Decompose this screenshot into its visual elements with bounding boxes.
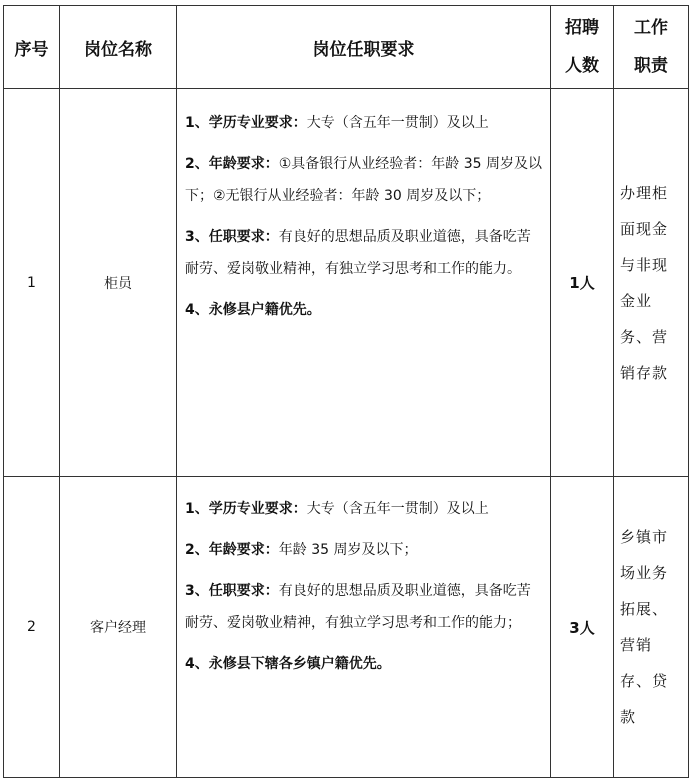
req-job bbox=[185, 221, 544, 285]
req-age bbox=[185, 534, 544, 566]
row-duty: 乡镇市场业务拓展、营销存、贷款 bbox=[614, 477, 689, 778]
row-requirements bbox=[177, 89, 551, 477]
header-count-line1: 招聘 bbox=[565, 18, 599, 38]
row-position-name: 柜员 bbox=[60, 89, 177, 477]
req-job-text: 有良好的思想品质及职业道德，具备吃苦耐劳、爱岗敬业精神，有独立学习思考和工作的能力； bbox=[185, 583, 531, 631]
row-requirements bbox=[177, 477, 551, 778]
req-job-label: 3、任职要求： bbox=[185, 583, 279, 599]
req-education-text: 大专（含五年一贯制）及以上 bbox=[306, 501, 489, 517]
req-education bbox=[185, 107, 544, 139]
req-age bbox=[185, 148, 544, 212]
row-position-name: 客户经理 bbox=[60, 477, 177, 778]
row-headcount: 1人 bbox=[551, 89, 614, 477]
req-hukou: 4、永修县户籍优先。 bbox=[185, 302, 321, 318]
req-job bbox=[185, 575, 544, 639]
row-seq: 1 bbox=[4, 89, 60, 477]
req-job-text: 有良好的思想品质及职业道德，具备吃苦耐劳、爱岗敬业精神，有独立学习思考和工作的能力。 bbox=[185, 229, 531, 277]
req-education-label: 1、学历专业要求： bbox=[185, 501, 307, 517]
header-name: 岗位名称 bbox=[60, 6, 177, 89]
req-age-text: ①具备银行从业经验者：年龄 35 周岁及以下；②无银行从业经验者：年龄 30 周岁及以下； bbox=[185, 156, 543, 204]
recruitment-table bbox=[3, 5, 689, 778]
req-age-label: 2、年龄要求： bbox=[185, 156, 279, 172]
req-age-label: 2、年龄要求： bbox=[185, 542, 279, 558]
table-row bbox=[4, 89, 689, 477]
req-age-text: 年龄 35 周岁及以下； bbox=[278, 542, 418, 558]
row-duty: 办理柜面现金与非现金业务、营销存款 bbox=[614, 89, 689, 477]
req-education-label: 1、学历专业要求： bbox=[185, 115, 307, 131]
table-row bbox=[4, 477, 689, 778]
header-seq: 序号 bbox=[4, 6, 60, 89]
header-duty-line1: 工作 bbox=[634, 18, 668, 38]
header-count-line2: 人数 bbox=[565, 56, 599, 76]
header-duty bbox=[614, 6, 689, 89]
header-row bbox=[4, 6, 689, 89]
row-seq: 2 bbox=[4, 477, 60, 778]
req-job-label: 3、任职要求： bbox=[185, 229, 279, 245]
req-education-text: 大专（含五年一贯制）及以上 bbox=[306, 115, 489, 131]
row-headcount: 3人 bbox=[551, 477, 614, 778]
header-duty-line2: 职责 bbox=[634, 56, 668, 76]
req-hukou: 4、永修县下辖各乡镇户籍优先。 bbox=[185, 656, 391, 672]
header-requirements: 岗位任职要求 bbox=[177, 6, 551, 89]
header-count bbox=[551, 6, 614, 89]
req-education bbox=[185, 493, 544, 525]
